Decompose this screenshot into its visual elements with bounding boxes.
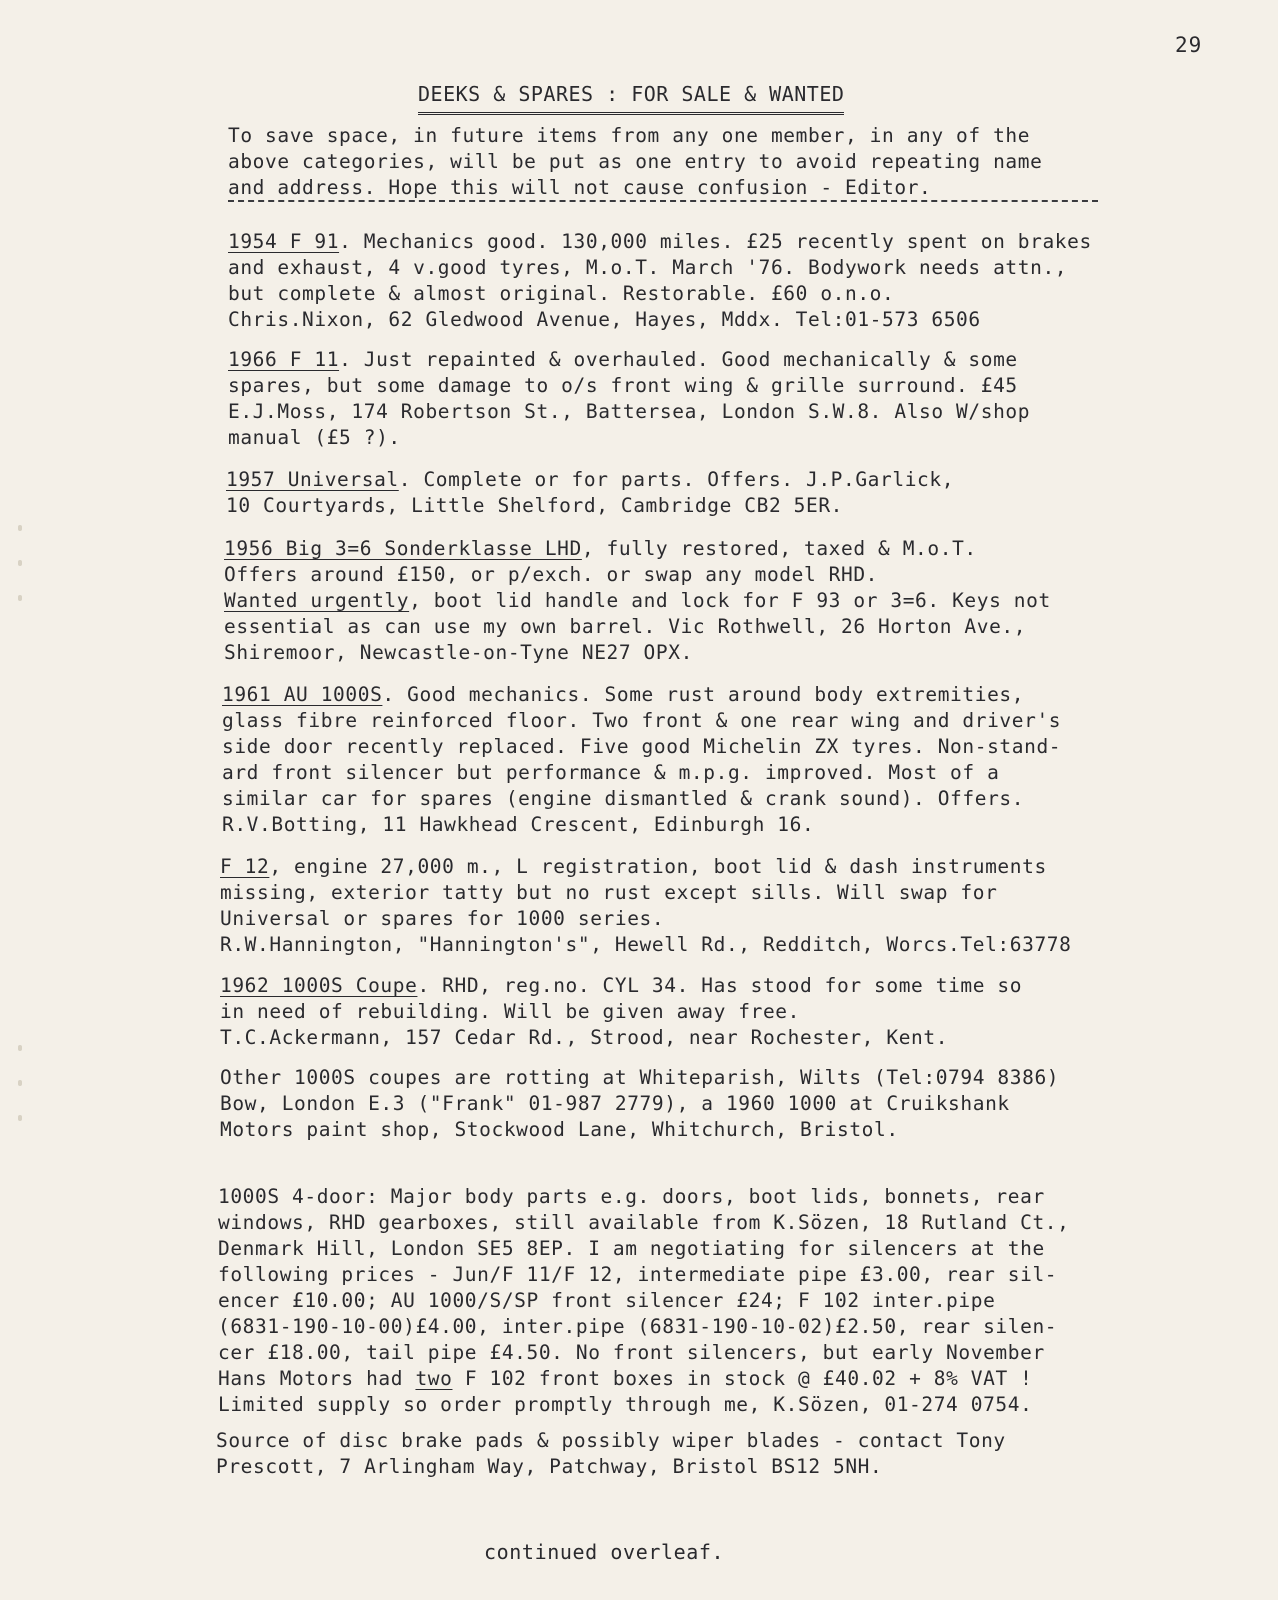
listing-1966-f11 <box>228 347 1030 451</box>
listing-heading: 1966 F 11 <box>228 348 340 371</box>
listing-text: similar car for spares (engine dismantled & crank sound). Offers. <box>222 787 1025 810</box>
listing-text: glass fibre reinforced floor. Two front & one rear wing and driver's <box>222 709 1062 732</box>
listing-f12 <box>220 854 1071 958</box>
listing-contact: Shiremoor, Newcastle-on-Tyne NE27 OPX. <box>224 641 693 664</box>
listing-text: . RHD, reg.no. CYL 34. Has stood for some time so <box>417 974 1023 997</box>
punch-mark <box>18 1080 22 1086</box>
note-line: Other 1000S coupes are rotting at Whiteparish, Wilts (Tel:0794 8386) <box>220 1066 1060 1089</box>
listing-text: . Mechanics good. 130,000 miles. £25 recently spent on brakes <box>339 230 1092 253</box>
punch-mark <box>18 525 22 531</box>
listing-heading: F 12 <box>220 855 270 878</box>
punch-mark <box>18 1115 22 1121</box>
listing-text: manual (£5 ?). <box>228 426 401 449</box>
listing-text: missing, exterior tatty but no rust except sills. Will swap for <box>220 881 998 904</box>
listing-contact: 10 Courtyards, Little Shelford, Cambridge CB2 5ER. <box>226 494 843 517</box>
listing-heading: 1956 Big 3=6 Sonderklasse LHD <box>224 537 582 560</box>
brake-pads-note <box>216 1428 1006 1480</box>
intro-line: and address. Hope this will not cause confusion - Editor. <box>228 176 932 199</box>
page-number: 29 <box>1175 33 1203 57</box>
listing-text: and exhaust, 4 v.good tyres, M.o.T. March '76. Bodywork needs attn., <box>228 256 1068 279</box>
wanted-heading: Wanted urgently <box>224 589 410 612</box>
note-text: F 102 front boxes in stock @ £40.02 + 8% VAT ! <box>452 1367 1033 1390</box>
listing-1956-sonderklasse <box>224 536 1051 666</box>
listing-text: , fully restored, taxed & M.o.T. <box>581 537 977 560</box>
listing-contact: T.C.Ackermann, 157 Cedar Rd., Strood, near Rochester, Kent. <box>220 1026 949 1049</box>
punch-mark <box>18 1045 22 1051</box>
four-door-parts <box>218 1184 1069 1418</box>
punch-mark <box>18 560 22 566</box>
note-line: Denmark Hill, London SE5 8EP. I am negotiating for silencers at the <box>218 1237 1045 1260</box>
listing-text: spares, but some damage to o/s front wing & grille surround. £45 <box>228 374 1018 397</box>
listing-text: . Complete or for parts. Offers. J.P.Garlick, <box>398 468 955 491</box>
listing-contact: Chris.Nixon, 62 Gledwood Avenue, Hayes, Mddx. Tel:01-573 6506 <box>228 308 981 331</box>
listing-contact: R.V.Botting, 11 Hawkhead Crescent, Edinburgh 16. <box>222 813 815 836</box>
dashed-divider <box>228 200 1098 204</box>
intro-paragraph <box>228 123 1042 201</box>
listing-heading: 1962 1000S Coupe <box>220 974 418 997</box>
listing-text: side door recently replaced. Five good Michelin ZX tyres. Non-stand- <box>222 735 1062 758</box>
coupes-note <box>220 1065 1059 1143</box>
listing-text: Universal or spares for 1000 series. <box>220 907 665 930</box>
note-text: Hans Motors had <box>218 1367 416 1390</box>
note-line: (6831-190-10-00)£4.00, inter.pipe (6831-190-10-02)£2.50, rear silen- <box>218 1315 1058 1338</box>
listing-contact: E.J.Moss, 174 Robertson St., Battersea, London S.W.8. Also W/shop <box>228 400 1031 423</box>
intro-line: To save space, in future items from any one member, in any of the <box>228 124 1031 147</box>
emphasis-two: two <box>415 1367 453 1390</box>
intro-line: above categories, will be put as one entry to avoid repeating name <box>228 150 1043 173</box>
punch-mark <box>18 595 22 601</box>
note-line: 1000S 4-door: Major body parts e.g. doors, boot lids, bonnets, rear <box>218 1185 1045 1208</box>
listing-text: essential as can use my own barrel. Vic Rothwell, 26 Horton Ave., <box>224 615 1027 638</box>
listing-1962-1000s-coupe <box>220 973 1022 1051</box>
note-line: cer £18.00, tail pipe £4.50. No front silencers, but early November <box>218 1341 1045 1364</box>
note-line: Prescott, 7 Arlingham Way, Patchway, Bristol BS12 5NH. <box>216 1455 883 1478</box>
listing-heading: 1954 F 91 <box>228 230 340 253</box>
listing-1961-au1000s <box>222 682 1061 838</box>
note-line: windows, RHD gearboxes, still available from K.Sözen, 18 Rutland Ct., <box>218 1211 1070 1234</box>
note-line: Source of disc brake pads & possibly wiper blades - contact Tony <box>216 1429 1006 1452</box>
listing-text: , boot lid handle and lock for F 93 or 3=6. Keys not <box>409 589 1051 612</box>
listing-heading: 1957 Universal <box>226 468 399 491</box>
listing-contact: R.W.Hannington, "Hannington's", Hewell Rd., Redditch, Worcs.Tel:63778 <box>220 933 1072 956</box>
note-line: encer £10.00; AU 1000/S/SP front silencer £24; F 102 inter.pipe <box>218 1289 996 1312</box>
listing-heading: 1961 AU 1000S <box>222 683 383 706</box>
page-title: DEEKS & SPARES : FOR SALE & WANTED <box>418 82 844 115</box>
listing-text: Offers around £150, or p/exch. or swap any model RHD. <box>224 563 879 586</box>
continued-note: continued overleaf. <box>484 1540 725 1564</box>
note-line: following prices - Jun/F 11/F 12, intermediate pipe £3.00, rear sil- <box>218 1263 1058 1286</box>
listing-text: but complete & almost original. Restorable. £60 o.n.o. <box>228 282 895 305</box>
listing-text: . Good mechanics. Some rust around body extremities, <box>382 683 1025 706</box>
listing-text: , engine 27,000 m., L registration, boot lid & dash instruments <box>269 855 1047 878</box>
listing-text: in need of rebuilding. Will be given away free. <box>220 1000 800 1023</box>
listing-text: . Just repainted & overhauled. Good mechanically & some <box>339 348 1018 371</box>
note-line: Limited supply so order promptly through me, K.Sözen, 01-274 0754. <box>218 1393 1033 1416</box>
listing-1954-f91 <box>228 229 1092 333</box>
note-line: Bow, London E.3 ("Frank" 01-987 2779), a 1960 1000 at Cruikshank <box>220 1092 1010 1115</box>
listing-text: ard front silencer but performance & m.p.g. improved. Most of a <box>222 761 1000 784</box>
listing-1957-universal <box>226 467 954 519</box>
note-line: Motors paint shop, Stockwood Lane, Whitchurch, Bristol. <box>220 1118 899 1141</box>
